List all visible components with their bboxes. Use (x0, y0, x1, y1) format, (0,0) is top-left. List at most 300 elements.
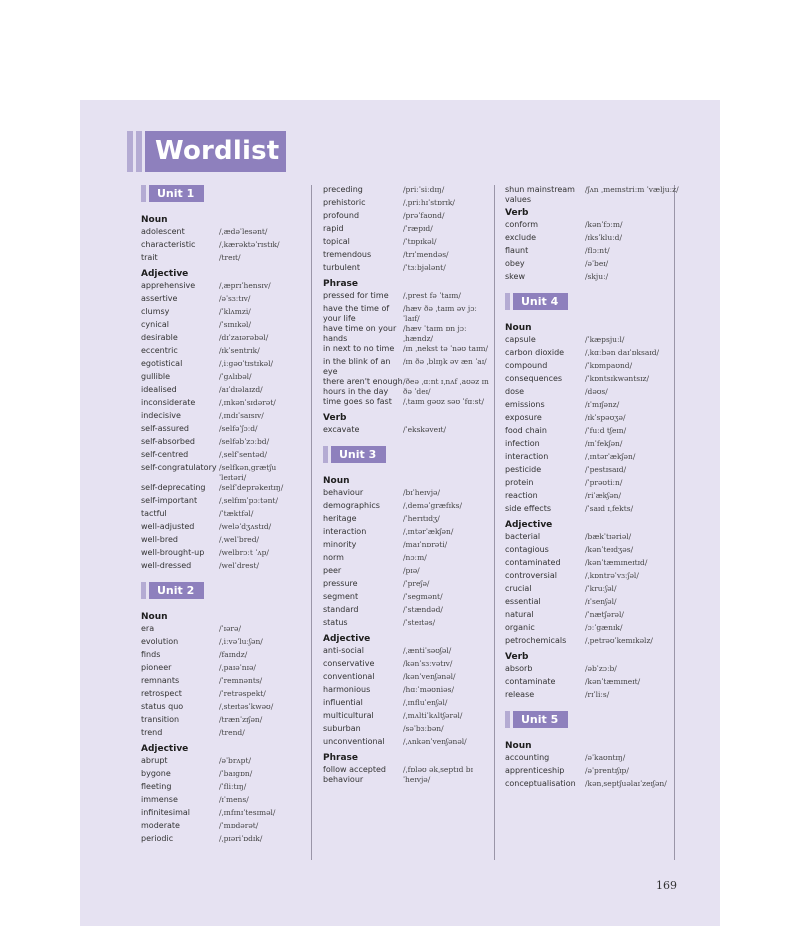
word-entry (141, 834, 303, 847)
pronunciation: /hæv ðə ˌtaɪm əv jɔː ˈlaɪf/ (403, 304, 477, 323)
word-entry (141, 624, 303, 637)
word: cynical (141, 320, 169, 329)
word-entry (505, 259, 680, 272)
word-entry (505, 387, 680, 400)
word-entry (141, 307, 303, 320)
word: idealised (141, 385, 177, 394)
word-entry (323, 737, 493, 750)
pronunciation: /ɪˈsenʃəl/ (585, 597, 617, 606)
pronunciation: /ˈmɒdərət/ (219, 821, 259, 830)
wordlist-column-2 (323, 185, 493, 785)
word-entry (505, 220, 680, 233)
word-entry (505, 623, 680, 636)
word-entry (141, 437, 303, 450)
section-heading: Adjective (141, 269, 189, 279)
word: dose (505, 387, 525, 396)
pronunciation: /ɪˈmɪʃənz/ (585, 400, 620, 409)
word: food chain (505, 426, 547, 435)
word: absorb (505, 664, 533, 673)
word: finds (141, 650, 161, 659)
word: moderate (141, 821, 180, 830)
pronunciation: /əˈsɜːtɪv/ (219, 294, 251, 303)
pronunciation: /kənˈtæmɪneɪt/ (585, 677, 641, 686)
pronunciation: /hɑːˈməʊniəs/ (403, 685, 454, 694)
word-entry (323, 579, 493, 592)
word: trait (141, 253, 158, 262)
page-title: Wordlist (145, 131, 286, 172)
word-entry (323, 324, 493, 344)
word-entry (323, 724, 493, 737)
word-entry (141, 385, 303, 398)
pronunciation: /ˈprəʊtiːn/ (585, 478, 623, 487)
word: interaction (505, 452, 549, 461)
column-divider (494, 185, 495, 860)
word: segment (323, 592, 359, 601)
word: desirable (141, 333, 178, 342)
word: contagious (505, 545, 549, 554)
word-entry (141, 795, 303, 808)
pronunciation: /ˌwelˈbred/ (219, 535, 260, 544)
word: assertive (141, 294, 178, 303)
word: conservative (323, 659, 375, 668)
word-entry (141, 240, 303, 253)
pronunciation: /ˈkæpsjuːl/ (585, 335, 625, 344)
word-entry (141, 463, 303, 483)
column-divider (311, 185, 312, 860)
pronunciation: /ˌsteɪtəsˈkwəʊ/ (219, 702, 274, 711)
word-entry (141, 509, 303, 522)
pronunciation: /əbˈzɔːb/ (585, 664, 617, 673)
word: bacterial (505, 532, 541, 541)
word-entry (505, 636, 680, 649)
word: self-centred (141, 450, 189, 459)
unit-label: Unit 1 (149, 185, 204, 202)
word-entry (323, 198, 493, 211)
section-heading: Noun (323, 476, 350, 486)
word-entry (505, 361, 680, 374)
section-gap (505, 285, 680, 293)
word: well-dressed (141, 561, 192, 570)
section-heading: Adjective (141, 744, 189, 754)
pronunciation: /ˈklʌmzi/ (219, 307, 251, 316)
pronunciation: /ˈekskəveɪt/ (403, 425, 447, 434)
word: minority (323, 540, 357, 549)
word-entry (141, 676, 303, 689)
word: turbulent (323, 263, 360, 272)
word-entry (323, 501, 493, 514)
word: essential (505, 597, 541, 606)
pronunciation: /ˈsegmənt/ (403, 592, 443, 601)
pronunciation: /ˌpriːhɪˈstɒrɪk/ (403, 198, 455, 207)
word-entry (141, 650, 303, 663)
pronunciation: /selfkənˌgrætʃuˈleɪtəri/ (219, 463, 277, 482)
word: unconventional (323, 737, 385, 746)
pronunciation: /skjuː/ (585, 272, 609, 281)
unit-header (323, 446, 493, 463)
pronunciation: /ˈɪərə/ (219, 624, 241, 633)
word: self-absorbed (141, 437, 195, 446)
word: influential (323, 698, 363, 707)
word: eccentric (141, 346, 178, 355)
word-entry (141, 715, 303, 728)
pronunciation: /faɪndz/ (219, 650, 248, 659)
word: era (141, 624, 155, 633)
word-entry (141, 782, 303, 795)
pronunciation: /nɔːm/ (403, 553, 427, 562)
pronunciation: /ˌɪnfluˈenʃəl/ (403, 698, 448, 707)
word: follow accepted behaviour (323, 765, 386, 784)
word-entry (141, 548, 303, 561)
word: contaminated (505, 558, 561, 567)
word: gullible (141, 372, 171, 381)
word-entry (141, 769, 303, 782)
unit-label: Unit 3 (331, 446, 386, 463)
pronunciation: /ˈtæktfəl/ (219, 509, 254, 518)
word: demographics (323, 501, 380, 510)
section-heading: Phrase (323, 753, 358, 763)
pronunciation: /ˈkɒmpaʊnd/ (585, 361, 633, 370)
word-entry (505, 610, 680, 623)
pronunciation: /ˌʌnkənˈvenʃənəl/ (403, 737, 467, 746)
word: fleeting (141, 782, 172, 791)
word-entry (141, 496, 303, 509)
word: consequences (505, 374, 563, 383)
pronunciation: /trend/ (219, 728, 245, 737)
word-entry (141, 359, 303, 372)
word: egotistical (141, 359, 183, 368)
section-heading: Noun (141, 215, 168, 225)
word: heritage (323, 514, 357, 523)
word: excavate (323, 425, 360, 434)
word: abrupt (141, 756, 168, 765)
word-entry (323, 566, 493, 579)
word-entry (323, 488, 493, 501)
word: anti-social (323, 646, 365, 655)
word: suburban (323, 724, 361, 733)
pronunciation: /trænˈzɪʃən/ (219, 715, 263, 724)
word: pressed for time (323, 291, 389, 300)
word: remnants (141, 676, 180, 685)
section-heading: Noun (141, 612, 168, 622)
word-entry (505, 597, 680, 610)
pronunciation: /ˈtɒpɪkəl/ (403, 237, 437, 246)
word-entry (505, 426, 680, 439)
pronunciation: /ˈherɪtɪdʒ/ (403, 514, 440, 523)
pronunciation: /kənˈsɜːvətɪv/ (403, 659, 453, 668)
wordlist-page (80, 100, 720, 926)
word-entry (323, 527, 493, 540)
word: norm (323, 553, 344, 562)
word: well-adjusted (141, 522, 195, 531)
word: self-deprecating (141, 483, 206, 492)
word: exclude (505, 233, 537, 242)
word: time goes so fast (323, 397, 392, 406)
word-entry (323, 425, 493, 438)
word-entry (323, 592, 493, 605)
pronunciation: /ˈsaɪd ɪˌfekts/ (585, 504, 634, 513)
word: self-assured (141, 424, 189, 433)
word-entry (323, 553, 493, 566)
pronunciation: /əˈkaʊntɪŋ/ (585, 753, 626, 762)
unit-header (141, 185, 303, 202)
word: bygone (141, 769, 171, 778)
unit-label: Unit 2 (149, 582, 204, 599)
word-entry (141, 756, 303, 769)
word: characteristic (141, 240, 196, 249)
word: side effects (505, 504, 551, 513)
word-entry (505, 348, 680, 361)
word-entry (505, 584, 680, 597)
word: emissions (505, 400, 545, 409)
pronunciation: /ˈbaɪgɒn/ (219, 769, 253, 778)
word-entry (323, 185, 493, 198)
pronunciation: /ɪn ðə ˌblɪŋk əv æn ˈaɪ/ (403, 357, 487, 366)
word-entry (323, 672, 493, 685)
word: have time on your hands (323, 324, 397, 343)
word-entry (323, 618, 493, 631)
word: there aren't enough hours in the day (323, 377, 403, 396)
word-entry (505, 439, 680, 452)
word: pesticide (505, 465, 542, 474)
word: indecisive (141, 411, 181, 420)
section-heading: Adjective (505, 520, 553, 530)
pronunciation: /ˈpestɪsaɪd/ (585, 465, 627, 474)
pronunciation: /ɪn ˌnekst tə ˈnəʊ taɪm/ (403, 344, 488, 353)
unit-header (505, 711, 680, 728)
section-heading: Verb (323, 413, 347, 423)
pronunciation: /ˌiːvəˈluːʃən/ (219, 637, 263, 646)
word-entry (323, 685, 493, 698)
word-entry (141, 346, 303, 359)
word-entry (323, 659, 493, 672)
pronunciation: /selfəbˈzɔːbd/ (219, 437, 270, 446)
pronunciation: /ˈkruːʃəl/ (585, 584, 617, 593)
pronunciation: /ˌɪndɪˈsaɪsɪv/ (219, 411, 264, 420)
word-entry (141, 372, 303, 385)
word: peer (323, 566, 342, 575)
word: apprenticeship (505, 766, 565, 775)
pronunciation: /selfəˈʃɔːd/ (219, 424, 258, 433)
pronunciation: /ˌæntiˈsəʊʃəl/ (403, 646, 452, 655)
pronunciation: /ˌpɪəriˈɒdɪk/ (219, 834, 263, 843)
word-entry (323, 397, 493, 410)
word-entry (505, 452, 680, 465)
pronunciation: /ðeə ˌɑːnt ɪˌnʌf ˌaʊəz ɪn ðə ˈdeɪ/ (403, 377, 489, 396)
unit-stripe (323, 446, 328, 463)
word-entry (323, 304, 493, 324)
word: self-important (141, 496, 198, 505)
word: conceptualisation (505, 779, 576, 788)
word: transition (141, 715, 180, 724)
pronunciation: /ˌselfˈsentəd/ (219, 450, 268, 459)
pronunciation: /əˈbrʌpt/ (219, 756, 251, 765)
word-entry (505, 532, 680, 545)
section-heading: Verb (505, 208, 529, 218)
word: preceding (323, 185, 363, 194)
pronunciation: /prəˈfaʊnd/ (403, 211, 445, 220)
word-entry (505, 400, 680, 413)
unit-stripe (505, 293, 510, 310)
word: organic (505, 623, 535, 632)
word: tremendous (323, 250, 372, 259)
word: clumsy (141, 307, 170, 316)
pronunciation: /ˌkærəktəˈrɪstɪk/ (219, 240, 280, 249)
pronunciation: /ˈgʌlɪbəl/ (219, 372, 252, 381)
word: controversial (505, 571, 557, 580)
word-entry (141, 294, 303, 307)
word: prehistoric (323, 198, 366, 207)
word-entry (505, 233, 680, 246)
word: profound (323, 211, 360, 220)
word-entry (505, 335, 680, 348)
word-entry (505, 664, 680, 677)
pronunciation: /ˈpreʃə/ (403, 579, 430, 588)
pronunciation: /ˈræpɪd/ (403, 224, 433, 233)
pronunciation: /treɪt/ (219, 253, 241, 262)
pronunciation: /weləˈdʒʌstɪd/ (219, 522, 272, 531)
pronunciation: /maɪˈnɒrəti/ (403, 540, 448, 549)
pronunciation: /dəʊs/ (585, 387, 608, 396)
word: carbon dioxide (505, 348, 565, 357)
word: self-congratulatory (141, 463, 217, 472)
word: immense (141, 795, 178, 804)
section-gap (505, 703, 680, 711)
word-entry (323, 377, 493, 397)
pronunciation: /ˈfliːtɪŋ/ (219, 782, 247, 791)
word-entry (141, 561, 303, 574)
pronunciation: /ʃʌn ˌmeɪnstriːm ˈvæljuːz/ (585, 185, 679, 194)
pronunciation: /ˌpetrəʊˈkemɪkəlz/ (585, 636, 653, 645)
pronunciation: /ˌɪntərˈækʃən/ (403, 527, 454, 536)
word: interaction (323, 527, 367, 536)
word: obey (505, 259, 525, 268)
word-entry (505, 478, 680, 491)
pronunciation: /ɪnˈfekʃən/ (585, 439, 623, 448)
pronunciation: /kənˈfɔːm/ (585, 220, 623, 229)
pronunciation: /kənˌseptʃuəlaɪˈzeɪʃən/ (585, 779, 667, 788)
pronunciation: /ˌmʌltiˈkʌltʃərəl/ (403, 711, 463, 720)
pronunciation: /əˈbeɪ/ (585, 259, 609, 268)
section-gap (141, 574, 303, 582)
word: trend (141, 728, 163, 737)
word-entry (323, 765, 493, 785)
word: adolescent (141, 227, 185, 236)
pronunciation: /ˌselfɪmˈpɔːtənt/ (219, 496, 278, 505)
word: tactful (141, 509, 167, 518)
pronunciation: /ˌɪnfɪnɪˈtesɪməl/ (219, 808, 276, 817)
unit-label: Unit 4 (513, 293, 568, 310)
word-entry (141, 320, 303, 333)
word: natural (505, 610, 534, 619)
pronunciation: /selfˈdeprəkeɪtɪŋ/ (219, 483, 284, 492)
word: pressure (323, 579, 358, 588)
word: multicultural (323, 711, 374, 720)
word-entry (323, 605, 493, 618)
word-entry (141, 398, 303, 411)
wordlist-column-3 (505, 185, 680, 792)
word-entry (323, 263, 493, 276)
word-entry (141, 522, 303, 535)
word: protein (505, 478, 534, 487)
pronunciation: /ˈtɜːbjələnt/ (403, 263, 446, 272)
section-heading: Noun (505, 323, 532, 333)
pronunciation: /ˌɪnkənˈsɪdərət/ (219, 398, 276, 407)
word: shun mainstream values (505, 185, 575, 204)
word-entry (323, 357, 493, 377)
word-entry (141, 821, 303, 834)
word-entry (505, 491, 680, 504)
word: rapid (323, 224, 344, 233)
word-entry (141, 702, 303, 715)
word: pioneer (141, 663, 172, 672)
title-stripe (127, 131, 133, 172)
pronunciation: /ˈkɒntsɪkwəntsɪz/ (585, 374, 649, 383)
pronunciation: /kənˈteɪdʒəs/ (585, 545, 634, 554)
unit-stripe (141, 185, 146, 202)
word-entry (141, 483, 303, 496)
pronunciation: /ˈnætʃərəl/ (585, 610, 624, 619)
section-heading: Phrase (323, 279, 358, 289)
pronunciation: /ɪksˈkluːd/ (585, 233, 623, 242)
pronunciation: /ˌɪntərˈækʃən/ (585, 452, 636, 461)
word-entry (141, 689, 303, 702)
word: flaunt (505, 246, 529, 255)
word-entry (141, 728, 303, 741)
word-entry (505, 413, 680, 426)
word-entry (141, 253, 303, 266)
pronunciation: /ɪkˈspəʊʒə/ (585, 413, 626, 422)
word: behaviour (323, 488, 364, 497)
word: apprehensive (141, 281, 196, 290)
pronunciation: /ˌæprɪˈhensɪv/ (219, 281, 271, 290)
word: standard (323, 605, 359, 614)
pronunciation: /ɪkˈsentrɪk/ (219, 346, 260, 355)
pronunciation: /ˌprest fə ˈtaɪm/ (403, 291, 461, 300)
pronunciation: /ˌtaɪm gəʊz səʊ ˈfɑːst/ (403, 397, 485, 406)
word: in the blink of an eye (323, 357, 391, 376)
pronunciation: /ˈfuːd tʃeɪn/ (585, 426, 627, 435)
word-entry (141, 663, 303, 676)
word-entry (141, 450, 303, 463)
word: capsule (505, 335, 536, 344)
section-heading: Noun (505, 741, 532, 751)
word: inconsiderate (141, 398, 196, 407)
word-entry (505, 272, 680, 285)
word-entry (323, 291, 493, 304)
word: status quo (141, 702, 184, 711)
word-entry (505, 779, 680, 792)
pronunciation: /flɔːnt/ (585, 246, 610, 255)
word-entry (141, 424, 303, 437)
pronunciation: /rɪˈliːs/ (585, 690, 610, 699)
word: topical (323, 237, 350, 246)
unit-header (505, 293, 680, 310)
pronunciation: /aɪˈdɪəlaɪzd/ (219, 385, 263, 394)
pronunciation: /ɪˈmens/ (219, 795, 249, 804)
page-number: 169 (656, 879, 677, 892)
word: conventional (323, 672, 375, 681)
pronunciation: /ˌkɑːbən daɪˈɒksaɪd/ (585, 348, 660, 357)
word-entry (323, 698, 493, 711)
word: in next to no time (323, 344, 395, 353)
unit-label: Unit 5 (513, 711, 568, 728)
pronunciation: /ˌpaɪəˈnɪə/ (219, 663, 256, 672)
pronunciation: /ˈsteɪtəs/ (403, 618, 436, 627)
word: have the time of your life (323, 304, 390, 323)
pronunciation: /ˌiːgəʊˈtɪstɪkəl/ (219, 359, 274, 368)
word-entry (505, 504, 680, 517)
pronunciation: /kənˈvenʃənəl/ (403, 672, 456, 681)
